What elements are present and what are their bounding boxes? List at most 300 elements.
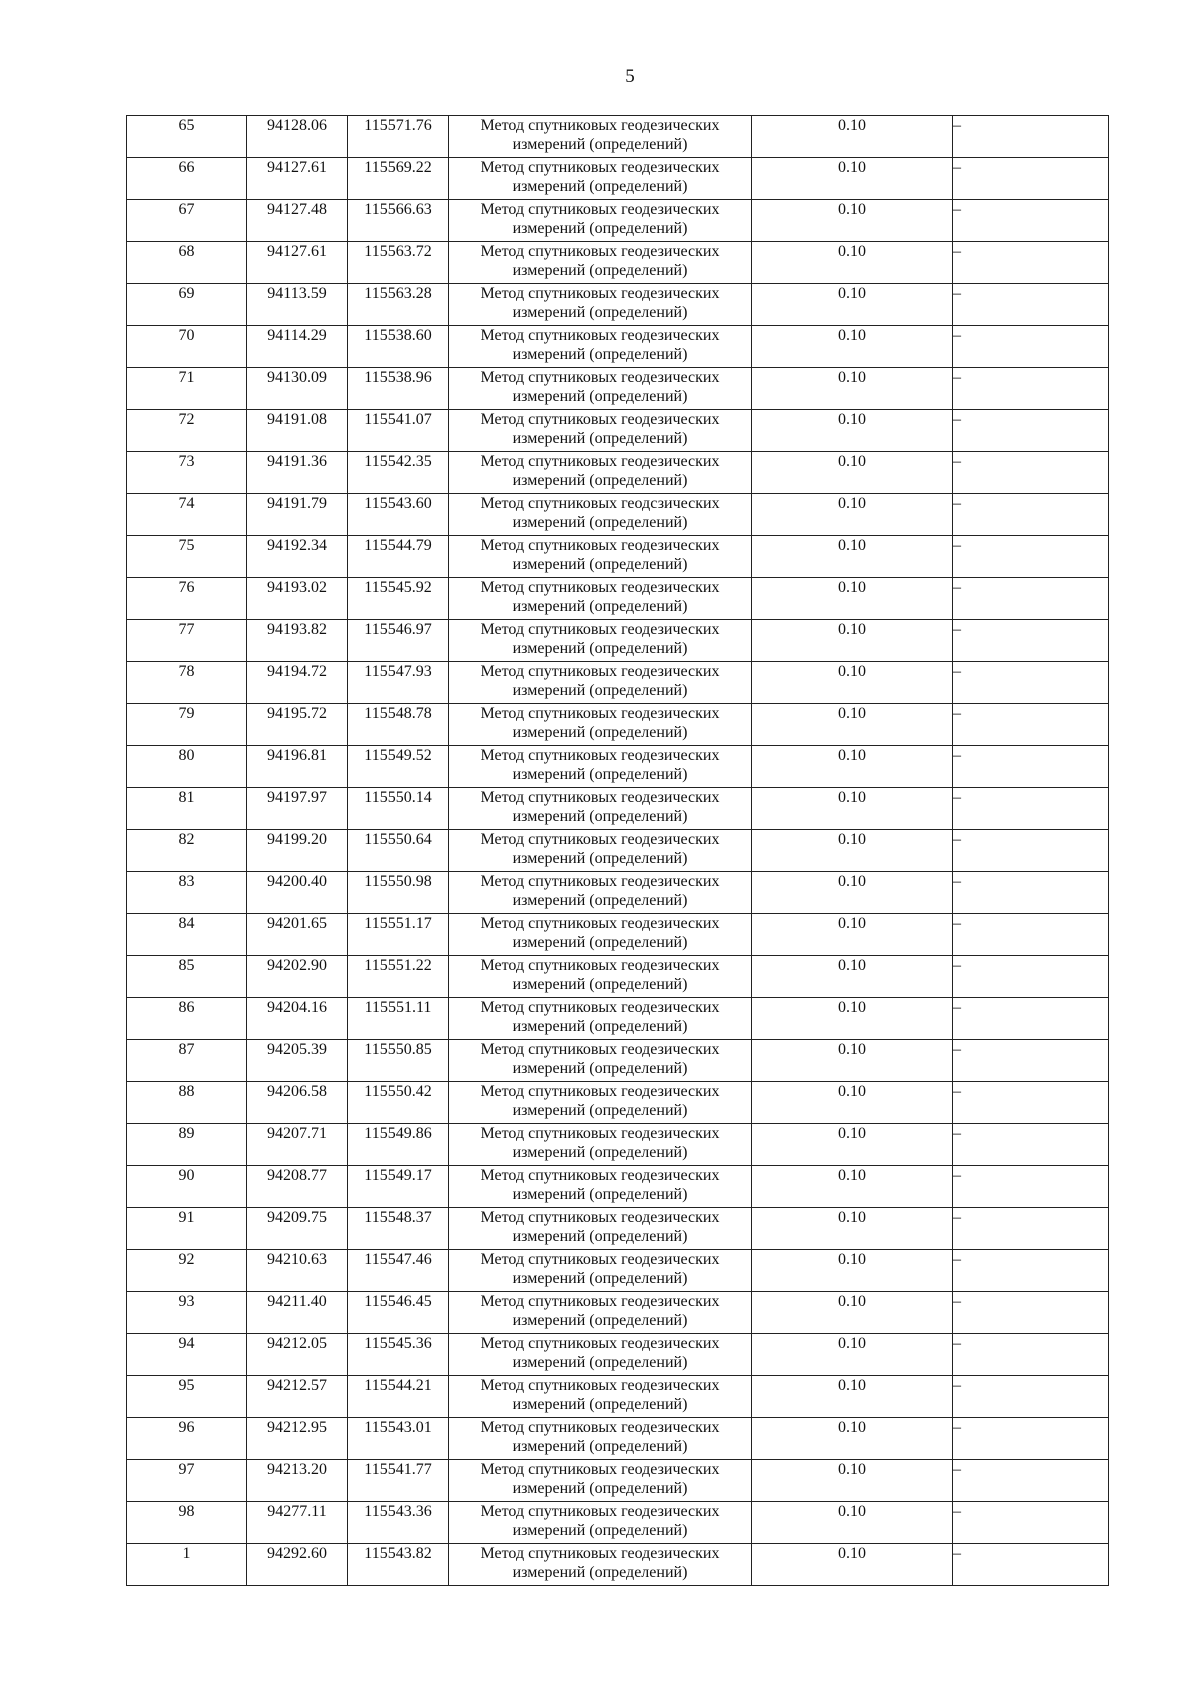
- method-cell: [449, 284, 752, 326]
- description-cell: –: [953, 494, 1109, 536]
- y-coordinate-cell: 115563.28: [348, 284, 449, 326]
- method-line-2: измерений (определений): [512, 1228, 688, 1245]
- method-line-2: измерений (определений): [512, 1018, 688, 1035]
- method-cell: [449, 1334, 752, 1376]
- method-line-1: Метод спутниковых геодсзических: [480, 495, 720, 512]
- point-number-cell: 98: [127, 1502, 247, 1544]
- method-cell: [449, 704, 752, 746]
- x-coordinate-cell: 94127.61: [247, 242, 348, 284]
- table-row: [127, 536, 1109, 578]
- y-coordinate-cell: 115550.42: [348, 1082, 449, 1124]
- method-cell: [449, 872, 752, 914]
- table-row: [127, 200, 1109, 242]
- y-coordinate-cell: 115543.36: [348, 1502, 449, 1544]
- precision-cell: 0.10: [752, 284, 953, 326]
- description-cell: –: [953, 620, 1109, 662]
- point-number-cell: 74: [127, 494, 247, 536]
- table-row: [127, 872, 1109, 914]
- y-coordinate-cell: 115545.92: [348, 578, 449, 620]
- table-row: [127, 494, 1109, 536]
- method-line-2: измерений (определений): [512, 808, 688, 825]
- y-coordinate-cell: 115566.63: [348, 200, 449, 242]
- method-line-1: Метод спутниковых геодезических: [480, 327, 720, 344]
- method-cell: [449, 1292, 752, 1334]
- method-line-1: Метод спутниковых геодезических: [480, 285, 720, 302]
- precision-cell: 0.10: [752, 1376, 953, 1418]
- point-number-cell: 65: [127, 116, 247, 158]
- table-row: [127, 1250, 1109, 1292]
- precision-cell: 0.10: [752, 1124, 953, 1166]
- description-cell: –: [953, 746, 1109, 788]
- description-cell: –: [953, 284, 1109, 326]
- method-cell: [449, 1166, 752, 1208]
- table-row: [127, 1208, 1109, 1250]
- description-cell: –: [953, 830, 1109, 872]
- table-row: [127, 1292, 1109, 1334]
- point-number-cell: 86: [127, 998, 247, 1040]
- method-line-1: Метод спутниковых геодезических: [480, 411, 720, 428]
- description-cell: –: [953, 662, 1109, 704]
- point-number-cell: 96: [127, 1418, 247, 1460]
- method-line-2: измерений (определений): [512, 682, 688, 699]
- method-cell: [449, 620, 752, 662]
- y-coordinate-cell: 115551.22: [348, 956, 449, 998]
- point-number-cell: 95: [127, 1376, 247, 1418]
- point-number-cell: 88: [127, 1082, 247, 1124]
- point-number-cell: 69: [127, 284, 247, 326]
- method-cell: [449, 1460, 752, 1502]
- description-cell: –: [953, 536, 1109, 578]
- x-coordinate-cell: 94192.34: [247, 536, 348, 578]
- precision-cell: 0.10: [752, 200, 953, 242]
- description-cell: –: [953, 956, 1109, 998]
- y-coordinate-cell: 115544.21: [348, 1376, 449, 1418]
- precision-cell: 0.10: [752, 116, 953, 158]
- method-cell: [449, 1544, 752, 1586]
- x-coordinate-cell: 94191.08: [247, 410, 348, 452]
- description-cell: –: [953, 1502, 1109, 1544]
- method-line-1: Метод спутниковых геодезических: [480, 789, 720, 806]
- method-line-2: измерений (определений): [512, 136, 688, 153]
- table-row: [127, 1544, 1109, 1586]
- table-row: [127, 914, 1109, 956]
- method-cell: [449, 1418, 752, 1460]
- method-cell: [449, 410, 752, 452]
- x-coordinate-cell: 94195.72: [247, 704, 348, 746]
- description-cell: –: [953, 872, 1109, 914]
- point-number-cell: 97: [127, 1460, 247, 1502]
- description-cell: –: [953, 914, 1109, 956]
- point-number-cell: 84: [127, 914, 247, 956]
- precision-cell: 0.10: [752, 998, 953, 1040]
- point-number-cell: 83: [127, 872, 247, 914]
- method-line-2: измерений (определений): [512, 514, 688, 531]
- y-coordinate-cell: 115550.85: [348, 1040, 449, 1082]
- precision-cell: 0.10: [752, 1208, 953, 1250]
- table-row: [127, 1124, 1109, 1166]
- x-coordinate-cell: 94212.57: [247, 1376, 348, 1418]
- x-coordinate-cell: 94194.72: [247, 662, 348, 704]
- method-line-1: Метод спутниковых геодезических: [480, 999, 720, 1016]
- table-row: [127, 158, 1109, 200]
- y-coordinate-cell: 115547.46: [348, 1250, 449, 1292]
- y-coordinate-cell: 115538.60: [348, 326, 449, 368]
- table-row: [127, 1418, 1109, 1460]
- x-coordinate-cell: 94212.05: [247, 1334, 348, 1376]
- precision-cell: 0.10: [752, 1166, 953, 1208]
- y-coordinate-cell: 115546.45: [348, 1292, 449, 1334]
- description-cell: –: [953, 116, 1109, 158]
- description-cell: –: [953, 1460, 1109, 1502]
- precision-cell: 0.10: [752, 872, 953, 914]
- table-row: [127, 368, 1109, 410]
- method-cell: [449, 914, 752, 956]
- method-line-2: измерений (определений): [512, 262, 688, 279]
- method-line-1: Метод спутниковых геодезических: [480, 243, 720, 260]
- description-cell: –: [953, 158, 1109, 200]
- precision-cell: 0.10: [752, 662, 953, 704]
- y-coordinate-cell: 115571.76: [348, 116, 449, 158]
- x-coordinate-cell: 94191.79: [247, 494, 348, 536]
- precision-cell: 0.10: [752, 746, 953, 788]
- method-line-1: Метод спутниковых геодезических: [480, 957, 720, 974]
- table-row: [127, 998, 1109, 1040]
- table-row: [127, 1040, 1109, 1082]
- method-line-1: Метод спутниковых геодезических: [480, 369, 720, 386]
- point-number-cell: 67: [127, 200, 247, 242]
- precision-cell: 0.10: [752, 704, 953, 746]
- method-line-1: Метод спутниковых геодезических: [480, 1335, 720, 1352]
- x-coordinate-cell: 94193.82: [247, 620, 348, 662]
- y-coordinate-cell: 115563.72: [348, 242, 449, 284]
- x-coordinate-cell: 94211.40: [247, 1292, 348, 1334]
- method-line-1: Метод спутниковых геодезических: [480, 1419, 720, 1436]
- x-coordinate-cell: 94193.02: [247, 578, 348, 620]
- method-cell: [449, 452, 752, 494]
- method-line-1: Метод спутниковых геодезических: [480, 873, 720, 890]
- x-coordinate-cell: 94212.95: [247, 1418, 348, 1460]
- point-number-cell: 89: [127, 1124, 247, 1166]
- y-coordinate-cell: 115550.64: [348, 830, 449, 872]
- description-cell: –: [953, 1166, 1109, 1208]
- point-number-cell: 77: [127, 620, 247, 662]
- precision-cell: 0.10: [752, 494, 953, 536]
- x-coordinate-cell: 94213.20: [247, 1460, 348, 1502]
- method-line-2: измерений (определений): [512, 724, 688, 741]
- method-line-2: измерений (определений): [512, 346, 688, 363]
- method-line-1: Метод спутниковых геодезических: [480, 1083, 720, 1100]
- y-coordinate-cell: 115546.97: [348, 620, 449, 662]
- method-line-2: измерений (определений): [512, 220, 688, 237]
- x-coordinate-cell: 94205.39: [247, 1040, 348, 1082]
- method-line-1: Метод спутниковых геодезических: [480, 1167, 720, 1184]
- precision-cell: 0.10: [752, 368, 953, 410]
- table-row: [127, 788, 1109, 830]
- method-line-1: Метод спутниковых геодезических: [480, 537, 720, 554]
- method-cell: [449, 662, 752, 704]
- y-coordinate-cell: 115544.79: [348, 536, 449, 578]
- description-cell: –: [953, 200, 1109, 242]
- x-coordinate-cell: 94210.63: [247, 1250, 348, 1292]
- description-cell: –: [953, 1544, 1109, 1586]
- description-cell: –: [953, 788, 1109, 830]
- method-cell: [449, 578, 752, 620]
- y-coordinate-cell: 115547.93: [348, 662, 449, 704]
- method-line-1: Метод спутниковых геодезических: [480, 1209, 720, 1226]
- method-line-1: Метод спутниковых геодезических: [480, 915, 720, 932]
- description-cell: –: [953, 1376, 1109, 1418]
- method-cell: [449, 242, 752, 284]
- precision-cell: 0.10: [752, 1082, 953, 1124]
- table-row: [127, 1502, 1109, 1544]
- description-cell: –: [953, 410, 1109, 452]
- method-line-1: Метод спутниковых геодезических: [480, 117, 720, 134]
- precision-cell: 0.10: [752, 410, 953, 452]
- table-row: [127, 956, 1109, 998]
- description-cell: –: [953, 1334, 1109, 1376]
- description-cell: –: [953, 1292, 1109, 1334]
- description-cell: –: [953, 1250, 1109, 1292]
- description-cell: –: [953, 998, 1109, 1040]
- method-line-2: измерений (определений): [512, 1060, 688, 1077]
- point-number-cell: 1: [127, 1544, 247, 1586]
- method-line-2: измерений (определений): [512, 892, 688, 909]
- x-coordinate-cell: 94200.40: [247, 872, 348, 914]
- point-number-cell: 72: [127, 410, 247, 452]
- point-number-cell: 91: [127, 1208, 247, 1250]
- method-line-2: измерений (определений): [512, 178, 688, 195]
- method-line-1: Метод спутниковых геодезических: [480, 1251, 720, 1268]
- point-number-cell: 70: [127, 326, 247, 368]
- method-cell: [449, 1124, 752, 1166]
- x-coordinate-cell: 94196.81: [247, 746, 348, 788]
- y-coordinate-cell: 115543.01: [348, 1418, 449, 1460]
- x-coordinate-cell: 94201.65: [247, 914, 348, 956]
- method-line-2: измерений (определений): [512, 598, 688, 615]
- method-cell: [449, 1082, 752, 1124]
- x-coordinate-cell: 94204.16: [247, 998, 348, 1040]
- y-coordinate-cell: 115545.36: [348, 1334, 449, 1376]
- description-cell: –: [953, 368, 1109, 410]
- method-line-1: Метод спутниковых геодезических: [480, 1041, 720, 1058]
- description-cell: –: [953, 1082, 1109, 1124]
- method-line-1: Метод спутниковых геодезических: [480, 1545, 720, 1562]
- y-coordinate-cell: 115543.82: [348, 1544, 449, 1586]
- precision-cell: 0.10: [752, 242, 953, 284]
- y-coordinate-cell: 115542.35: [348, 452, 449, 494]
- method-line-2: измерений (определений): [512, 556, 688, 573]
- precision-cell: 0.10: [752, 914, 953, 956]
- table-row: [127, 578, 1109, 620]
- method-line-2: измерений (определений): [512, 1522, 688, 1539]
- method-cell: [449, 326, 752, 368]
- y-coordinate-cell: 115569.22: [348, 158, 449, 200]
- method-cell: [449, 956, 752, 998]
- method-cell: [449, 494, 752, 536]
- method-line-1: Метод спутниковых геодезических: [480, 579, 720, 596]
- method-cell: [449, 788, 752, 830]
- point-number-cell: 87: [127, 1040, 247, 1082]
- point-number-cell: 81: [127, 788, 247, 830]
- precision-cell: 0.10: [752, 578, 953, 620]
- method-cell: [449, 1502, 752, 1544]
- method-line-2: измерений (определений): [512, 1270, 688, 1287]
- precision-cell: 0.10: [752, 536, 953, 578]
- description-cell: –: [953, 1040, 1109, 1082]
- x-coordinate-cell: 94191.36: [247, 452, 348, 494]
- method-line-2: измерений (определений): [512, 976, 688, 993]
- method-cell: [449, 998, 752, 1040]
- y-coordinate-cell: 115551.11: [348, 998, 449, 1040]
- x-coordinate-cell: 94277.11: [247, 1502, 348, 1544]
- method-cell: [449, 1040, 752, 1082]
- x-coordinate-cell: 94113.59: [247, 284, 348, 326]
- y-coordinate-cell: 115541.07: [348, 410, 449, 452]
- method-line-2: измерений (определений): [512, 1102, 688, 1119]
- method-line-1: Метод спутниковых геодезических: [480, 663, 720, 680]
- description-cell: –: [953, 704, 1109, 746]
- y-coordinate-cell: 115550.98: [348, 872, 449, 914]
- method-line-2: измерений (определений): [512, 1480, 688, 1497]
- method-cell: [449, 158, 752, 200]
- method-cell: [449, 200, 752, 242]
- table-row: [127, 704, 1109, 746]
- precision-cell: 0.10: [752, 158, 953, 200]
- precision-cell: 0.10: [752, 1292, 953, 1334]
- method-cell: [449, 1208, 752, 1250]
- method-line-2: измерений (определений): [512, 850, 688, 867]
- table-row: [127, 746, 1109, 788]
- method-cell: [449, 746, 752, 788]
- y-coordinate-cell: 115550.14: [348, 788, 449, 830]
- method-line-2: измерений (определений): [512, 766, 688, 783]
- method-line-1: Метод спутниковых геодезических: [480, 747, 720, 764]
- description-cell: –: [953, 578, 1109, 620]
- method-line-1: Метод спутниковых геодезических: [480, 159, 720, 176]
- x-coordinate-cell: 94197.97: [247, 788, 348, 830]
- point-number-cell: 75: [127, 536, 247, 578]
- table-row: [127, 410, 1109, 452]
- y-coordinate-cell: 115549.52: [348, 746, 449, 788]
- point-number-cell: 73: [127, 452, 247, 494]
- method-line-1: Метод спутниковых геодезических: [480, 1293, 720, 1310]
- point-number-cell: 93: [127, 1292, 247, 1334]
- table-row: [127, 1082, 1109, 1124]
- y-coordinate-cell: 115548.37: [348, 1208, 449, 1250]
- point-number-cell: 68: [127, 242, 247, 284]
- method-line-1: Метод спутниковых геодезических: [480, 1461, 720, 1478]
- method-line-2: измерений (определений): [512, 1354, 688, 1371]
- precision-cell: 0.10: [752, 1502, 953, 1544]
- table-row: [127, 620, 1109, 662]
- description-cell: –: [953, 1418, 1109, 1460]
- table-row: [127, 1460, 1109, 1502]
- description-cell: –: [953, 242, 1109, 284]
- description-cell: –: [953, 452, 1109, 494]
- precision-cell: 0.10: [752, 620, 953, 662]
- x-coordinate-cell: 94199.20: [247, 830, 348, 872]
- y-coordinate-cell: 115549.17: [348, 1166, 449, 1208]
- point-number-cell: 80: [127, 746, 247, 788]
- table-row: [127, 1376, 1109, 1418]
- method-line-2: измерений (определений): [512, 1564, 688, 1581]
- precision-cell: 0.10: [752, 452, 953, 494]
- y-coordinate-cell: 115538.96: [348, 368, 449, 410]
- x-coordinate-cell: 94209.75: [247, 1208, 348, 1250]
- method-line-1: Метод спутниковых геодезических: [480, 453, 720, 470]
- method-line-2: измерений (определений): [512, 1438, 688, 1455]
- method-line-2: измерений (определений): [512, 388, 688, 405]
- method-line-1: Метод спутниковых геодезических: [480, 705, 720, 722]
- x-coordinate-cell: 94130.09: [247, 368, 348, 410]
- point-number-cell: 85: [127, 956, 247, 998]
- point-number-cell: 92: [127, 1250, 247, 1292]
- x-coordinate-cell: 94127.48: [247, 200, 348, 242]
- table-row: [127, 326, 1109, 368]
- precision-cell: 0.10: [752, 1460, 953, 1502]
- y-coordinate-cell: 115541.77: [348, 1460, 449, 1502]
- precision-cell: 0.10: [752, 1544, 953, 1586]
- method-line-2: измерений (определений): [512, 640, 688, 657]
- x-coordinate-cell: 94208.77: [247, 1166, 348, 1208]
- method-cell: [449, 1250, 752, 1292]
- method-line-2: измерений (определений): [512, 1396, 688, 1413]
- method-cell: [449, 1376, 752, 1418]
- method-line-2: измерений (определений): [512, 430, 688, 447]
- method-line-2: измерений (определений): [512, 472, 688, 489]
- precision-cell: 0.10: [752, 788, 953, 830]
- x-coordinate-cell: 94128.06: [247, 116, 348, 158]
- method-line-1: Метод спутниковых геодезических: [480, 1377, 720, 1394]
- x-coordinate-cell: 94206.58: [247, 1082, 348, 1124]
- method-line-2: измерений (определений): [512, 304, 688, 321]
- x-coordinate-cell: 94292.60: [247, 1544, 348, 1586]
- precision-cell: 0.10: [752, 1418, 953, 1460]
- point-number-cell: 66: [127, 158, 247, 200]
- table-row: [127, 242, 1109, 284]
- x-coordinate-cell: 94114.29: [247, 326, 348, 368]
- precision-cell: 0.10: [752, 956, 953, 998]
- point-number-cell: 94: [127, 1334, 247, 1376]
- x-coordinate-cell: 94202.90: [247, 956, 348, 998]
- method-line-2: измерений (определений): [512, 1144, 688, 1161]
- method-line-2: измерений (определений): [512, 1186, 688, 1203]
- method-line-1: Метод спутниковых геодезических: [480, 1125, 720, 1142]
- precision-cell: 0.10: [752, 326, 953, 368]
- precision-cell: 0.10: [752, 830, 953, 872]
- method-line-1: Метод спутниковых геодезических: [480, 831, 720, 848]
- coordinates-table-body: [127, 116, 1109, 1586]
- point-number-cell: 79: [127, 704, 247, 746]
- table-row: [127, 662, 1109, 704]
- point-number-cell: 71: [127, 368, 247, 410]
- y-coordinate-cell: 115549.86: [348, 1124, 449, 1166]
- precision-cell: 0.10: [752, 1334, 953, 1376]
- x-coordinate-cell: 94127.61: [247, 158, 348, 200]
- y-coordinate-cell: 115551.17: [348, 914, 449, 956]
- page-number: 5: [625, 66, 635, 87]
- method-line-1: Метод спутниковых геодезических: [480, 201, 720, 218]
- table-row: [127, 284, 1109, 326]
- coordinates-table: [126, 115, 1109, 1586]
- precision-cell: 0.10: [752, 1040, 953, 1082]
- point-number-cell: 78: [127, 662, 247, 704]
- table-row: [127, 1334, 1109, 1376]
- method-line-2: измерений (определений): [512, 934, 688, 951]
- x-coordinate-cell: 94207.71: [247, 1124, 348, 1166]
- y-coordinate-cell: 115543.60: [348, 494, 449, 536]
- table-row: [127, 830, 1109, 872]
